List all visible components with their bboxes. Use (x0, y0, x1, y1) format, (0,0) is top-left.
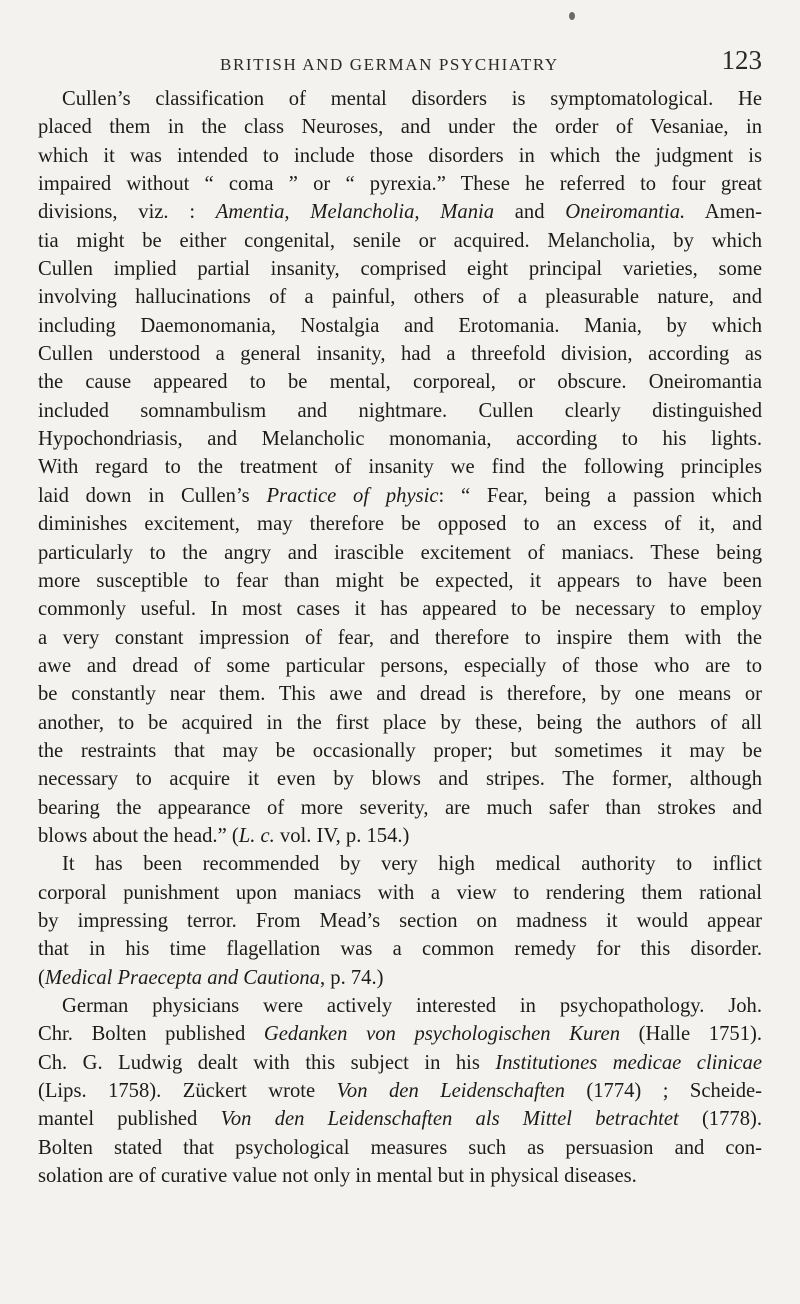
text-run: Ch. G. Ludwig dealt with this subject in his (38, 1051, 496, 1074)
text-line (38, 992, 762, 1020)
text-run: Chr. Bolten published (38, 1023, 264, 1046)
text-run: the cause appeared to be mental, corporeal, or obscure. Oneiromantia (38, 371, 762, 394)
text-line (38, 709, 762, 737)
text-run: (1774) ; Scheide- (564, 1080, 762, 1103)
text-run: Cullen’s classification of mental disorders is symptomatological. He (62, 88, 762, 110)
text-line (38, 397, 762, 425)
text-run: Cullen understood a general insanity, had a threefold division, according as (38, 343, 762, 366)
text-line (38, 935, 762, 963)
text-run: vol. IV, p. 154.) (274, 824, 410, 847)
text-line (38, 595, 762, 623)
text-run: which it was intended to include those disorders in which the judgment is (38, 144, 762, 167)
italic-title: Institutiones medicae clinicae (495, 1051, 762, 1074)
text-run: ( (38, 966, 45, 989)
text-line (38, 879, 762, 907)
text-run: particularly to the angry and irascible excitement of maniacs. These being (38, 541, 762, 564)
italic-title: Medical Praecepta and Cautiona (44, 966, 320, 989)
text-line (38, 368, 762, 396)
text-run: and (494, 201, 566, 224)
text-run: Cullen implied partial insanity, comprised eight principal varieties, some (38, 258, 762, 281)
text-line (38, 567, 762, 595)
italic-title: Von den Leidenschaften als Mittel betrachtet (220, 1108, 679, 1131)
text-line (38, 312, 762, 340)
text-line (38, 794, 762, 822)
text-run: more susceptible to fear than might be expected, it appears to have been (38, 569, 762, 592)
text-run: : “ Fear, being a passion which (438, 484, 763, 507)
text-run: diminishes excitement, may therefore be opposed to an excess of it, and (38, 513, 762, 536)
text-run: (Lips. 1758). Zückert wrote (38, 1080, 337, 1103)
text-run: , p. 74.) (319, 966, 384, 989)
italic-title: Amentia, Melancholia, Mania (215, 201, 495, 224)
text-run: commonly useful. In most cases it has appeared to be necessary to employ (38, 598, 762, 621)
text-line (38, 453, 762, 481)
text-line (38, 1049, 762, 1077)
text-run: (Halle 1751). (620, 1023, 762, 1046)
text-line (38, 170, 762, 198)
text-run: (1778). (678, 1108, 762, 1131)
text-run: that in his time flagellation was a common remedy for this disorder. (38, 938, 762, 961)
text-run: laid down in Cullen’s (38, 484, 267, 507)
text-line (38, 283, 762, 311)
text-line (38, 680, 762, 708)
text-line (38, 539, 762, 567)
text-line (38, 1162, 762, 1190)
running-head: BRITISH AND GERMAN PSYCHIATRY (220, 55, 559, 74)
text-run: another, to be acquired in the first place by these, being the authors of all (38, 711, 762, 734)
text-run: German physicians were actively interested in psychopathology. Joh. (62, 995, 762, 1017)
text-line (38, 142, 762, 170)
ink-speck (569, 12, 575, 20)
body-text (38, 85, 762, 1190)
text-line (38, 255, 762, 283)
text-run: corporal punishment upon maniacs with a view to rendering them rational (38, 881, 762, 904)
text-run: a very constant impression of fear, and therefore to inspire them with the (38, 626, 762, 649)
text-line (38, 482, 762, 510)
text-run: blows about the head.” ( (38, 824, 239, 847)
text-run: Bolten stated that psychological measures such as persuasion and con- (38, 1136, 762, 1159)
text-run: necessary to acquire it even by blows and stripes. The former, although (38, 768, 762, 791)
text-run: the restraints that may be occasionally proper; but sometimes it may be (38, 739, 762, 762)
italic-title: L. c. (238, 824, 275, 847)
text-run: mantel published (38, 1108, 221, 1131)
text-run: bearing the appearance of more severity, are much safer than strokes and (38, 796, 762, 819)
italic-title: Oneiromantia. (565, 201, 686, 224)
text-line (38, 113, 762, 141)
text-run: Hypochondriasis, and Melancholic monomania, according to his lights. (38, 428, 762, 451)
text-line (38, 227, 762, 255)
text-run: placed them in the class Neuroses, and under the order of Vesaniae, in (38, 116, 762, 139)
text-run: impaired without “ coma ” or “ pyrexia.” These he referred to four great (38, 173, 762, 196)
text-line (38, 765, 762, 793)
text-line (38, 964, 762, 992)
text-line (38, 510, 762, 538)
italic-title: Von den Leidenschaften (336, 1080, 565, 1103)
text-run: by impressing terror. From Mead’s section on madness it would appear (38, 909, 762, 932)
text-line (38, 1134, 762, 1162)
text-line (38, 907, 762, 935)
text-run: It has been recommended by very high medical authority to inflict (62, 853, 762, 876)
text-line (38, 737, 762, 765)
paragraph (38, 850, 762, 992)
paragraph (38, 992, 762, 1190)
text-run: divisions, viz. : (38, 201, 216, 224)
text-run: solation are of curative value not only in mental but in physical diseases. (38, 1165, 637, 1188)
italic-title: Practice of physic (266, 484, 439, 507)
text-line (38, 425, 762, 453)
text-line (38, 1077, 762, 1105)
text-run: including Daemonomania, Nostalgia and Erotomania. Mania, by which (38, 314, 762, 337)
paragraph (38, 85, 762, 850)
text-line (38, 1020, 762, 1048)
text-line (38, 85, 762, 113)
text-run: Amen- (685, 201, 762, 224)
text-run: be constantly near them. This awe and dread is therefore, by one means or (38, 683, 762, 706)
text-run: tia might be either congenital, senile or acquired. Melancholia, by which (38, 229, 762, 252)
text-run: included somnambulism and nightmare. Cullen clearly distinguished (38, 399, 762, 422)
italic-title: Gedanken von psychologischen Kuren (263, 1023, 620, 1046)
page-number: 123 (721, 45, 762, 75)
text-line (38, 652, 762, 680)
text-run: awe and dread of some particular persons, especially of those who are to (38, 654, 762, 677)
text-line (38, 850, 762, 878)
text-line (38, 624, 762, 652)
text-line (38, 198, 762, 226)
text-line (38, 340, 762, 368)
text-run: With regard to the treatment of insanity we find the following principles (38, 456, 762, 479)
text-run: involving hallucinations of a painful, others of a pleasurable nature, and (38, 286, 762, 309)
text-line (38, 1105, 762, 1133)
text-line (38, 822, 762, 850)
